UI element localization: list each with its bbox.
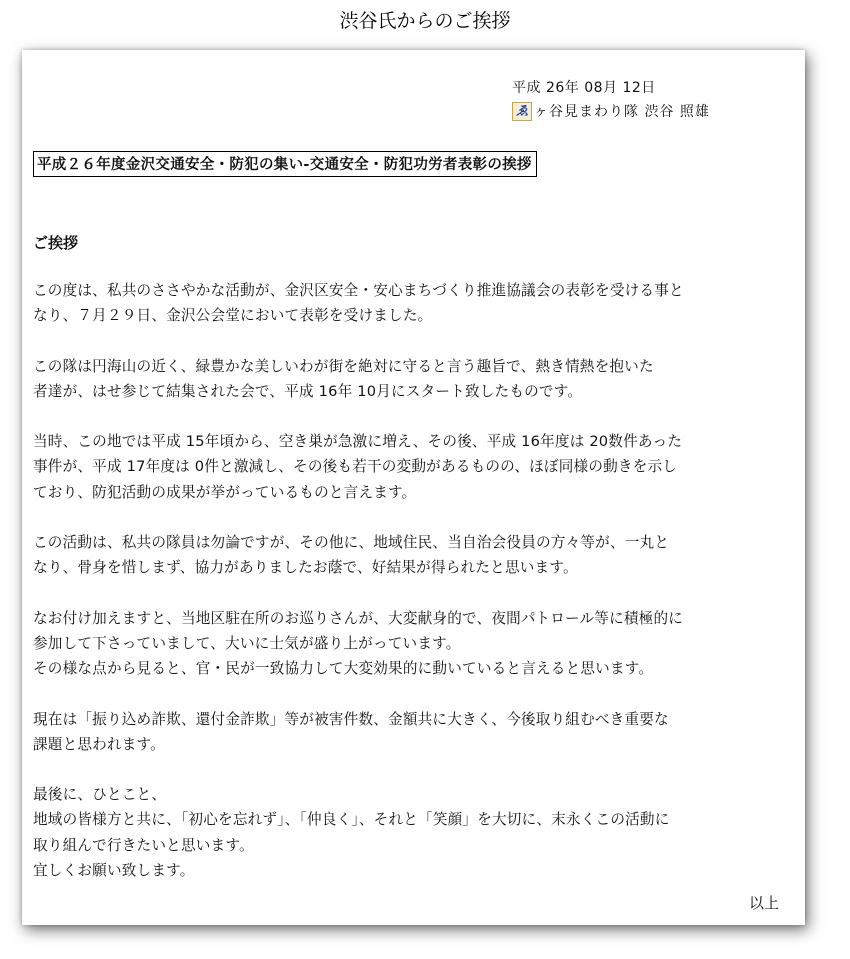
closing-text: 以上 (748, 894, 779, 912)
paragraph-line: 現在は「振り込め詐欺、還付金詐欺」等が被害件数、金額共に大きく、今後取り組むべき重要な (33, 710, 669, 728)
paragraph (33, 707, 793, 758)
page-title: 渋谷氏からのご挨拶 (339, 10, 511, 32)
paragraph-line: なお付け加えますと、当地区駐在所のお巡りさんが、大変献身的で、夜間パトロール等に積極的に (33, 609, 684, 627)
letter-date: 平成 26年 08月 12日 (512, 80, 656, 96)
paragraph-line: ており、防犯活動の成果が挙がっているものと言えます。 (33, 483, 417, 501)
paragraph (33, 354, 793, 405)
paragraph-line: なり、骨身を惜しまず、協力がありましたお蔭で、好結果が得られたと思います。 (33, 559, 578, 577)
sender-name: ヶ谷見まわり隊 渋谷 照雄 (534, 104, 710, 120)
letter-document (22, 50, 805, 925)
paragraph-line: 事件が、平成 17年度は 0件と激減し、その後も若干の変動があるものの、ほぼ同様の動きを示し (33, 458, 678, 476)
paragraph (33, 278, 793, 329)
paragraph-line: 者達が、はせ参じて結集された会で、平成 16年 10月にスタート致したものです。 (33, 382, 583, 400)
paragraph-line: 参加して下さっていまして、大いに士気が盛り上がっています。 (33, 634, 461, 652)
paragraph-line: 地域の皆様方と共に、「初心を忘れず」、「仲良く」、それと「笑顔」を大切に、末永くこの活動に (33, 811, 670, 829)
paragraph (33, 782, 793, 883)
paragraph-line: この活動は、私共の隊員は勿論ですが、その他に、地域住民、当自治会役員の方々等が、一丸と (33, 534, 670, 552)
paragraph-line: この度は、私共のささやかな活動が、金沢区安全・安心まちづくり推進協議会の表彰を受ける事と (33, 282, 684, 299)
greeting-heading: ご挨拶 (33, 234, 79, 252)
patrol-logo-icon: ゑ (512, 102, 532, 121)
paragraph-line: なり、７月２９日、金沢公会堂において表彰を受けました。 (33, 307, 433, 325)
paragraph (33, 530, 793, 581)
letter-body (33, 278, 793, 908)
paragraph (33, 606, 793, 682)
sender-line (512, 101, 710, 121)
paragraph-line: 取り組んで行きたいと思います。 (33, 836, 254, 854)
paragraph-line: 宜しくお願い致します。 (33, 862, 195, 880)
paragraph-line: この隊は円海山の近く、緑豊かな美しいわが街を絶対に守ると言う趣旨で、熱き情熱を抱いた (33, 357, 654, 375)
paragraph-line: 当時、この地では平成 15年頃から、空き巣が急激に増え、その後、平成 16年度は 20数件あった (33, 433, 683, 451)
paragraph-line: 最後に、ひとこと、 (33, 786, 167, 804)
event-title: 平成２６年度金沢交通安全・防犯の集い-交通安全・防犯功労者表彰の挨拶 (33, 151, 537, 177)
paragraph-line: その様な点から見ると、官・民が一致協力して大変効果的に動いていると言えると思います。 (33, 660, 654, 678)
paragraph-line: 課題と思われます。 (33, 735, 165, 753)
paragraph (33, 429, 793, 505)
